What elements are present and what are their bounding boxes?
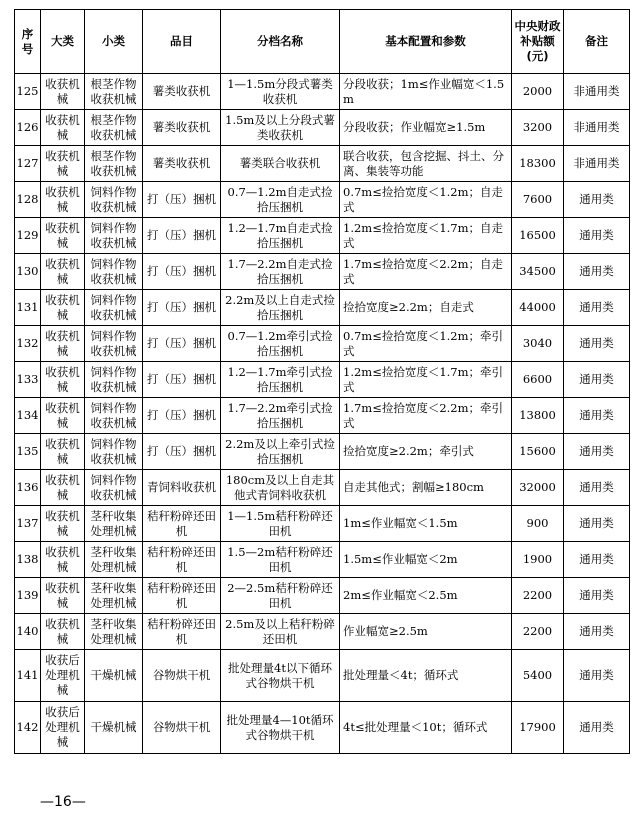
- cell-category: 收获后处理机械: [41, 702, 85, 754]
- cell-item: 打（压）捆机: [143, 218, 221, 254]
- cell-row-number: 130: [15, 254, 41, 290]
- cell-subcategory: 茎秆收集处理机械: [85, 578, 143, 614]
- table-row: [15, 182, 630, 218]
- cell-item: 薯类收获机: [143, 110, 221, 146]
- cell-subsidy: 6600: [512, 362, 564, 398]
- cell-remark: 通用类: [564, 542, 630, 578]
- cell-config: 2m≤作业幅宽＜2.5m: [340, 578, 512, 614]
- cell-remark: 通用类: [564, 434, 630, 470]
- cell-subsidy: 1900: [512, 542, 564, 578]
- cell-grade-name: 1.2—1.7m牵引式捡拾压捆机: [221, 362, 340, 398]
- cell-grade-name: 0.7—1.2m自走式捡拾压捆机: [221, 182, 340, 218]
- cell-subsidy: 2200: [512, 614, 564, 650]
- col-header-no: 序号: [15, 10, 41, 74]
- table-row: [15, 578, 630, 614]
- cell-config: 1.2m≤捡拾宽度＜1.7m；自走式: [340, 218, 512, 254]
- cell-grade-name: 薯类联合收获机: [221, 146, 340, 182]
- cell-subcategory: 茎秆收集处理机械: [85, 506, 143, 542]
- cell-item: 青饲料收获机: [143, 470, 221, 506]
- cell-grade-name: 1.5m及以上分段式薯类收获机: [221, 110, 340, 146]
- cell-subcategory: 饲料作物收获机械: [85, 398, 143, 434]
- cell-row-number: 137: [15, 506, 41, 542]
- table-row: [15, 650, 630, 702]
- cell-config: 作业幅宽≥2.5m: [340, 614, 512, 650]
- cell-remark: 通用类: [564, 702, 630, 754]
- cell-category: 收获机械: [41, 470, 85, 506]
- cell-category: 收获机械: [41, 578, 85, 614]
- cell-category: 收获机械: [41, 398, 85, 434]
- cell-category: 收获机械: [41, 506, 85, 542]
- cell-subcategory: 饲料作物收获机械: [85, 218, 143, 254]
- col-header-item: 品目: [143, 10, 221, 74]
- cell-category: 收获后处理机械: [41, 650, 85, 702]
- cell-grade-name: 批处理量4—10t循环式谷物烘干机: [221, 702, 340, 754]
- cell-category: 收获机械: [41, 362, 85, 398]
- header-row: [15, 10, 630, 74]
- cell-subcategory: 茎秆收集处理机械: [85, 614, 143, 650]
- cell-remark: 通用类: [564, 470, 630, 506]
- cell-subsidy: 34500: [512, 254, 564, 290]
- subsidy-table: [14, 9, 630, 754]
- cell-remark: 通用类: [564, 362, 630, 398]
- table-row: [15, 398, 630, 434]
- cell-config: 1.7m≤捡拾宽度＜2.2m；自走式: [340, 254, 512, 290]
- cell-row-number: 136: [15, 470, 41, 506]
- cell-remark: 通用类: [564, 218, 630, 254]
- cell-grade-name: 2—2.5m秸秆粉碎还田机: [221, 578, 340, 614]
- cell-subcategory: 饲料作物收获机械: [85, 290, 143, 326]
- cell-remark: 通用类: [564, 398, 630, 434]
- cell-item: 秸秆粉碎还田机: [143, 614, 221, 650]
- cell-item: 打（压）捆机: [143, 254, 221, 290]
- cell-category: 收获机械: [41, 146, 85, 182]
- cell-row-number: 133: [15, 362, 41, 398]
- cell-config: 批处理量＜4t；循环式: [340, 650, 512, 702]
- cell-item: 打（压）捆机: [143, 326, 221, 362]
- cell-row-number: 127: [15, 146, 41, 182]
- table-row: [15, 74, 630, 110]
- table-row: [15, 290, 630, 326]
- cell-remark: 非通用类: [564, 74, 630, 110]
- cell-remark: 通用类: [564, 614, 630, 650]
- cell-category: 收获机械: [41, 110, 85, 146]
- cell-subsidy: 7600: [512, 182, 564, 218]
- cell-row-number: 142: [15, 702, 41, 754]
- cell-config: 分段收获；作业幅宽≥1.5m: [340, 110, 512, 146]
- cell-subsidy: 3040: [512, 326, 564, 362]
- cell-subcategory: 饲料作物收获机械: [85, 182, 143, 218]
- col-header-remark: 备注: [564, 10, 630, 74]
- table-row: [15, 110, 630, 146]
- cell-config: 0.7m≤捡拾宽度＜1.2m；牵引式: [340, 326, 512, 362]
- cell-config: 0.7m≤捡拾宽度＜1.2m；自走式: [340, 182, 512, 218]
- cell-subsidy: 16500: [512, 218, 564, 254]
- cell-row-number: 134: [15, 398, 41, 434]
- table-row: [15, 362, 630, 398]
- cell-remark: 通用类: [564, 182, 630, 218]
- cell-subsidy: 18300: [512, 146, 564, 182]
- cell-remark: 通用类: [564, 578, 630, 614]
- cell-config: 分段收获；1m≤作业幅宽＜1.5m: [340, 74, 512, 110]
- cell-subsidy: 17900: [512, 702, 564, 754]
- cell-subcategory: 饲料作物收获机械: [85, 470, 143, 506]
- cell-subcategory: 饲料作物收获机械: [85, 254, 143, 290]
- cell-grade-name: 180cm及以上自走其他式青饲料收获机: [221, 470, 340, 506]
- cell-remark: 非通用类: [564, 146, 630, 182]
- col-header-category: 大类: [41, 10, 85, 74]
- cell-row-number: 128: [15, 182, 41, 218]
- cell-config: 1.7m≤捡拾宽度＜2.2m；牵引式: [340, 398, 512, 434]
- cell-item: 谷物烘干机: [143, 650, 221, 702]
- cell-item: 谷物烘干机: [143, 702, 221, 754]
- table-row: [15, 434, 630, 470]
- cell-subsidy: 2200: [512, 578, 564, 614]
- cell-subsidy: 44000: [512, 290, 564, 326]
- cell-remark: 通用类: [564, 650, 630, 702]
- cell-category: 收获机械: [41, 434, 85, 470]
- cell-subcategory: 茎秆收集处理机械: [85, 542, 143, 578]
- cell-subcategory: 饲料作物收获机械: [85, 326, 143, 362]
- cell-row-number: 129: [15, 218, 41, 254]
- cell-grade-name: 2.5m及以上秸秆粉碎还田机: [221, 614, 340, 650]
- cell-row-number: 138: [15, 542, 41, 578]
- cell-config: 自走其他式；割幅≥180cm: [340, 470, 512, 506]
- cell-row-number: 126: [15, 110, 41, 146]
- cell-row-number: 139: [15, 578, 41, 614]
- cell-subsidy: 32000: [512, 470, 564, 506]
- cell-row-number: 135: [15, 434, 41, 470]
- table-row: [15, 614, 630, 650]
- cell-subsidy: 2000: [512, 74, 564, 110]
- page-number: —16—: [40, 794, 86, 810]
- cell-subcategory: 干燥机械: [85, 650, 143, 702]
- cell-item: 打（压）捆机: [143, 290, 221, 326]
- cell-subsidy: 5400: [512, 650, 564, 702]
- cell-category: 收获机械: [41, 254, 85, 290]
- cell-config: 捡拾宽度≥2.2m；牵引式: [340, 434, 512, 470]
- table-row: [15, 326, 630, 362]
- cell-remark: 通用类: [564, 254, 630, 290]
- cell-item: 打（压）捆机: [143, 398, 221, 434]
- col-header-config: 基本配置和参数: [340, 10, 512, 74]
- cell-item: 薯类收获机: [143, 74, 221, 110]
- cell-row-number: 125: [15, 74, 41, 110]
- table-row: [15, 254, 630, 290]
- table-row: [15, 542, 630, 578]
- cell-remark: 通用类: [564, 290, 630, 326]
- cell-item: 打（压）捆机: [143, 434, 221, 470]
- cell-remark: 非通用类: [564, 110, 630, 146]
- col-header-grade-name: 分档名称: [221, 10, 340, 74]
- cell-item: 打（压）捆机: [143, 362, 221, 398]
- col-header-subcategory: 小类: [85, 10, 143, 74]
- cell-subcategory: 饲料作物收获机械: [85, 362, 143, 398]
- cell-row-number: 132: [15, 326, 41, 362]
- cell-subsidy: 3200: [512, 110, 564, 146]
- cell-item: 打（压）捆机: [143, 182, 221, 218]
- cell-remark: 通用类: [564, 506, 630, 542]
- cell-subcategory: 饲料作物收获机械: [85, 434, 143, 470]
- cell-category: 收获机械: [41, 182, 85, 218]
- cell-category: 收获机械: [41, 542, 85, 578]
- cell-row-number: 131: [15, 290, 41, 326]
- cell-subcategory: 根茎作物收获机械: [85, 110, 143, 146]
- cell-config: 捡拾宽度≥2.2m；自走式: [340, 290, 512, 326]
- table-row: [15, 506, 630, 542]
- cell-item: 秸秆粉碎还田机: [143, 506, 221, 542]
- cell-grade-name: 0.7—1.2m牵引式捡拾压捆机: [221, 326, 340, 362]
- table-row: [15, 702, 630, 754]
- table-row: [15, 218, 630, 254]
- cell-grade-name: 1.5—2m秸秆粉碎还田机: [221, 542, 340, 578]
- cell-category: 收获机械: [41, 74, 85, 110]
- cell-grade-name: 1.7—2.2m自走式捡拾压捆机: [221, 254, 340, 290]
- cell-config: 联合收获，包含挖掘、抖土、分离、集装等功能: [340, 146, 512, 182]
- cell-config: 1.5m≤作业幅宽＜2m: [340, 542, 512, 578]
- cell-grade-name: 1—1.5m秸秆粉碎还田机: [221, 506, 340, 542]
- col-header-subsidy: 中央财政补贴额(元): [512, 10, 564, 74]
- cell-grade-name: 1.7—2.2m牵引式捡拾压捆机: [221, 398, 340, 434]
- cell-grade-name: 批处理量4t以下循环式谷物烘干机: [221, 650, 340, 702]
- cell-config: 1.2m≤捡拾宽度＜1.7m；牵引式: [340, 362, 512, 398]
- cell-subsidy: 13800: [512, 398, 564, 434]
- cell-grade-name: 2.2m及以上牵引式捡拾压捆机: [221, 434, 340, 470]
- cell-item: 秸秆粉碎还田机: [143, 578, 221, 614]
- cell-category: 收获机械: [41, 326, 85, 362]
- cell-item: 薯类收获机: [143, 146, 221, 182]
- cell-subsidy: 900: [512, 506, 564, 542]
- cell-subcategory: 根茎作物收获机械: [85, 146, 143, 182]
- cell-item: 秸秆粉碎还田机: [143, 542, 221, 578]
- cell-row-number: 141: [15, 650, 41, 702]
- cell-category: 收获机械: [41, 290, 85, 326]
- cell-config: 4t≤批处理量＜10t；循环式: [340, 702, 512, 754]
- table-row: [15, 470, 630, 506]
- cell-row-number: 140: [15, 614, 41, 650]
- cell-subsidy: 15600: [512, 434, 564, 470]
- cell-subcategory: 根茎作物收获机械: [85, 74, 143, 110]
- cell-grade-name: 2.2m及以上自走式捡拾压捆机: [221, 290, 340, 326]
- cell-category: 收获机械: [41, 614, 85, 650]
- cell-category: 收获机械: [41, 218, 85, 254]
- cell-config: 1m≤作业幅宽＜1.5m: [340, 506, 512, 542]
- cell-subcategory: 干燥机械: [85, 702, 143, 754]
- cell-remark: 通用类: [564, 326, 630, 362]
- table-row: [15, 146, 630, 182]
- cell-grade-name: 1.2—1.7m自走式捡拾压捆机: [221, 218, 340, 254]
- cell-grade-name: 1—1.5m分段式薯类收获机: [221, 74, 340, 110]
